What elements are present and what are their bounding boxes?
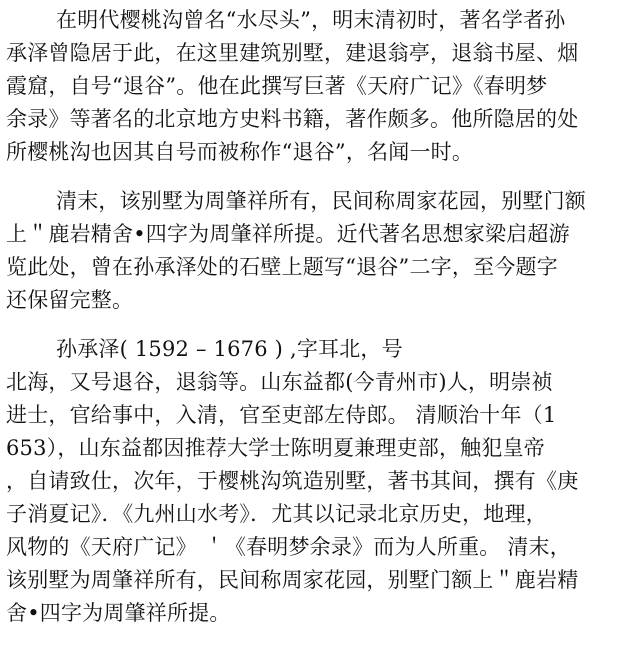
paragraph-tuigu-history bbox=[6, 4, 634, 169]
text-line: 舍•四字为周肇祥所提。 bbox=[6, 601, 231, 625]
text-line: 余录》等著名的北京地方史料书籍，著作颇多。他所隐居的处 bbox=[6, 107, 579, 131]
text-line: 上＂鹿岩精舍•四字为周肇祥所提。近代著名思想家梁启超游 bbox=[6, 222, 570, 246]
text-line: 所樱桃沟也因其自号而被称作“退谷”，名闻一时。 bbox=[6, 140, 474, 164]
text-line: 653），山东益都因推荐大学士陈明夏兼理吏部，触犯皇帝 bbox=[6, 436, 545, 460]
text-line: 进士，官给事中，入清，官至吏部左侍郎。 清顺治十年（1 bbox=[6, 403, 557, 427]
text-line: 览此处，曾在孙承泽处的石壁上题写“退谷”二字，至今题字 bbox=[6, 255, 558, 279]
text-line: 子消夏记》．《九州山水考》．尤其以记录北京历史，地理， bbox=[6, 502, 547, 526]
text-line: 承泽曾隐居于此，在这里建筑别墅，建退翁亭，退翁书屋、烟 bbox=[6, 41, 579, 65]
text-line: 霞窟，自号“退谷”。他在此撰写巨著《天府广记》《春明梦 bbox=[6, 74, 548, 98]
paragraph-zhou-garden bbox=[6, 185, 634, 317]
text-line: 北海，又号退谷，退翁等。山东益都(今青州市)人，明崇祯 bbox=[6, 370, 553, 394]
text-line: 风物的《天府广记》 ＇《春明梦余录》而为人所重。 清末， bbox=[6, 535, 571, 559]
text-line: 该别墅为周肇祥所有，民间称周家花园，别墅门额上＂鹿岩精 bbox=[6, 568, 579, 592]
text-line: 清末，该别墅为周肇祥所有，民间称周家花园，别墅门额 bbox=[56, 189, 586, 213]
text-line: 孙承泽( 1592 – 1676 ) ,字耳北，号 bbox=[56, 337, 403, 361]
paragraph-sun-chengze-bio bbox=[6, 333, 634, 630]
text-line: 在明代樱桃沟曾名“水尽头”，明末清初时，著名学者孙 bbox=[56, 8, 566, 32]
text-line: ，自请致仕，次年，于樱桃沟筑造别墅，著书其间，撰有《庚 bbox=[6, 469, 579, 493]
text-line: 还保留完整。 bbox=[6, 288, 134, 312]
